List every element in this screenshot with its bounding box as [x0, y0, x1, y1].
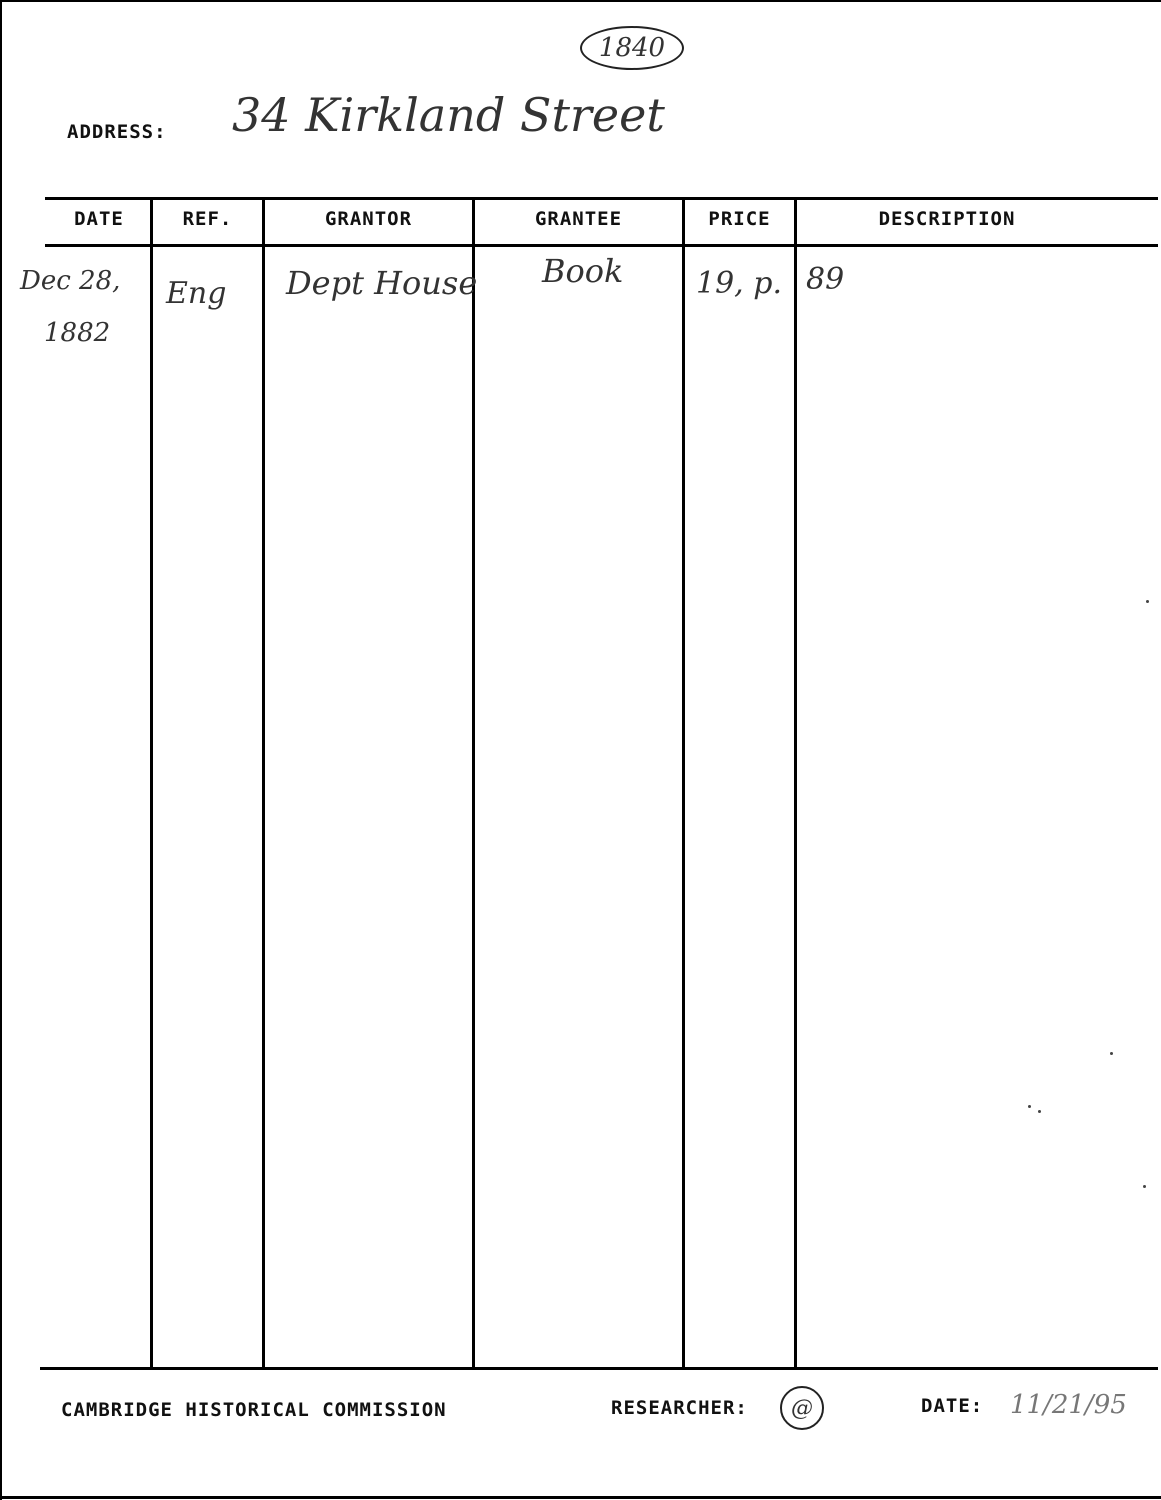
- header-bottom-rule: [45, 244, 1158, 247]
- scan-speck: [1143, 1185, 1146, 1188]
- table-top-rule: [45, 197, 1158, 200]
- column-header-grantor: GRANTOR: [324, 208, 413, 230]
- scan-speck: [1146, 600, 1149, 603]
- footer-date-label: DATE:: [921, 1395, 984, 1417]
- row-date-line1: Dec 28,: [20, 266, 121, 296]
- column-header-ref: REF.: [182, 208, 233, 230]
- footer-date-value: 11/21/95: [1010, 1390, 1127, 1420]
- footer-organization: CAMBRIDGE HISTORICAL COMMISSION: [61, 1399, 447, 1421]
- address-value: 34 Kirkland Street: [232, 88, 665, 142]
- page-border-bottom: [0, 1496, 1161, 1499]
- column-divider-price-description: [794, 198, 797, 1370]
- table-bottom-rule: [40, 1367, 1158, 1370]
- researcher-circle: [780, 1386, 824, 1430]
- column-divider-grantor-grantee: [472, 198, 475, 1370]
- column-divider-date-ref: [150, 200, 153, 1370]
- row-date-line2: 1882: [44, 318, 111, 348]
- scan-speck: [1110, 1052, 1113, 1055]
- column-header-date: DATE: [74, 208, 124, 230]
- researcher-label: RESEARCHER:: [611, 1397, 748, 1419]
- page-border-left: [0, 0, 2, 1500]
- page-border-top: [0, 0, 1161, 2]
- row-grantor: Dept House: [286, 264, 478, 302]
- year-annotation: 1840: [598, 33, 666, 63]
- scan-speck: [1038, 1110, 1041, 1113]
- year-circle: [580, 26, 684, 70]
- row-price: 19, p.: [696, 266, 782, 301]
- column-header-description: DESCRIPTION: [878, 208, 1016, 230]
- row-ref: Eng: [166, 276, 227, 311]
- scan-speck: [1028, 1105, 1031, 1108]
- column-header-price: PRICE: [708, 208, 771, 230]
- row-description: 89: [806, 262, 845, 297]
- column-header-grantee: GRANTEE: [534, 208, 623, 230]
- row-grantee: Book: [542, 252, 624, 290]
- column-divider-grantee-price: [682, 198, 685, 1370]
- researcher-value: @: [791, 1395, 813, 1421]
- address-label: ADDRESS:: [67, 121, 167, 143]
- column-divider-ref-grantor: [262, 200, 265, 1370]
